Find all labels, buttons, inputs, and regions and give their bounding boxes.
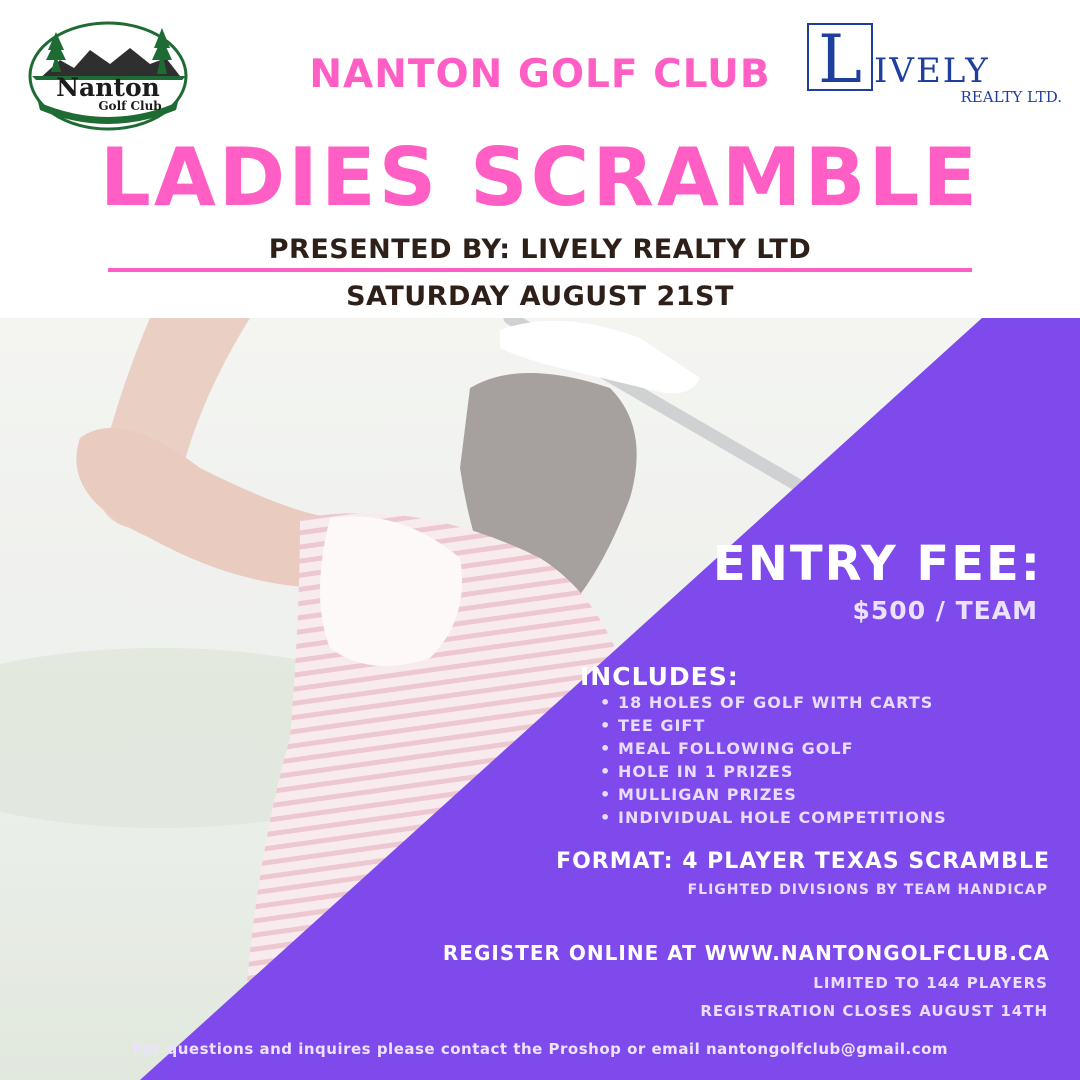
nanton-logo-subtext: Golf Club: [98, 99, 162, 113]
nanton-logo-text: Nanton: [56, 73, 160, 102]
includes-list: [600, 693, 947, 831]
svg-text:IVELY: IVELY: [874, 51, 990, 91]
event-title: LADIES SCRAMBLE: [99, 131, 981, 224]
list-item: • HOLE IN 1 PRIZES: [600, 762, 947, 785]
register-online-text: REGISTER ONLINE AT WWW.NANTONGOLFCLUB.CA: [442, 941, 1050, 965]
svg-text:L: L: [818, 22, 862, 98]
registration-closes-text: REGISTRATION CLOSES AUGUST 14TH: [700, 1002, 1048, 1020]
list-item: • 18 HOLES OF GOLF WITH CARTS: [600, 693, 947, 716]
list-item: • MEAL FOLLOWING GOLF: [600, 739, 947, 762]
entry-fee-value: $500 / TEAM: [852, 596, 1038, 625]
event-date: SATURDAY AUGUST 21ST: [346, 281, 734, 312]
format-subtitle: FLIGHTED DIVISIONS BY TEAM HANDICAP: [687, 882, 1048, 898]
list-item: • MULLIGAN PRIZES: [600, 785, 947, 808]
nanton-golf-club-logo: [26, 20, 190, 132]
pink-divider: [108, 268, 972, 272]
list-item: • INDIVIDUAL HOLE COMPETITIONS: [600, 808, 947, 831]
presented-by: PRESENTED BY: LIVELY REALTY LTD: [268, 234, 812, 265]
club-title: NANTON GOLF CLUB: [309, 52, 771, 97]
player-limit-text: LIMITED TO 144 PLAYERS: [813, 974, 1048, 992]
format-title: FORMAT: 4 PLAYER TEXAS SCRAMBLE: [556, 849, 1050, 874]
lively-logo-subtext: REALTY LTD.: [960, 88, 1062, 106]
includes-title: INCLUDES:: [580, 662, 739, 691]
contact-footer: For questions and inquires please contact the Proshop or email nantongolfclub@gmail.com: [131, 1040, 949, 1058]
entry-fee-label: ENTRY FEE:: [712, 536, 1042, 592]
list-item: • TEE GIFT: [600, 716, 947, 739]
